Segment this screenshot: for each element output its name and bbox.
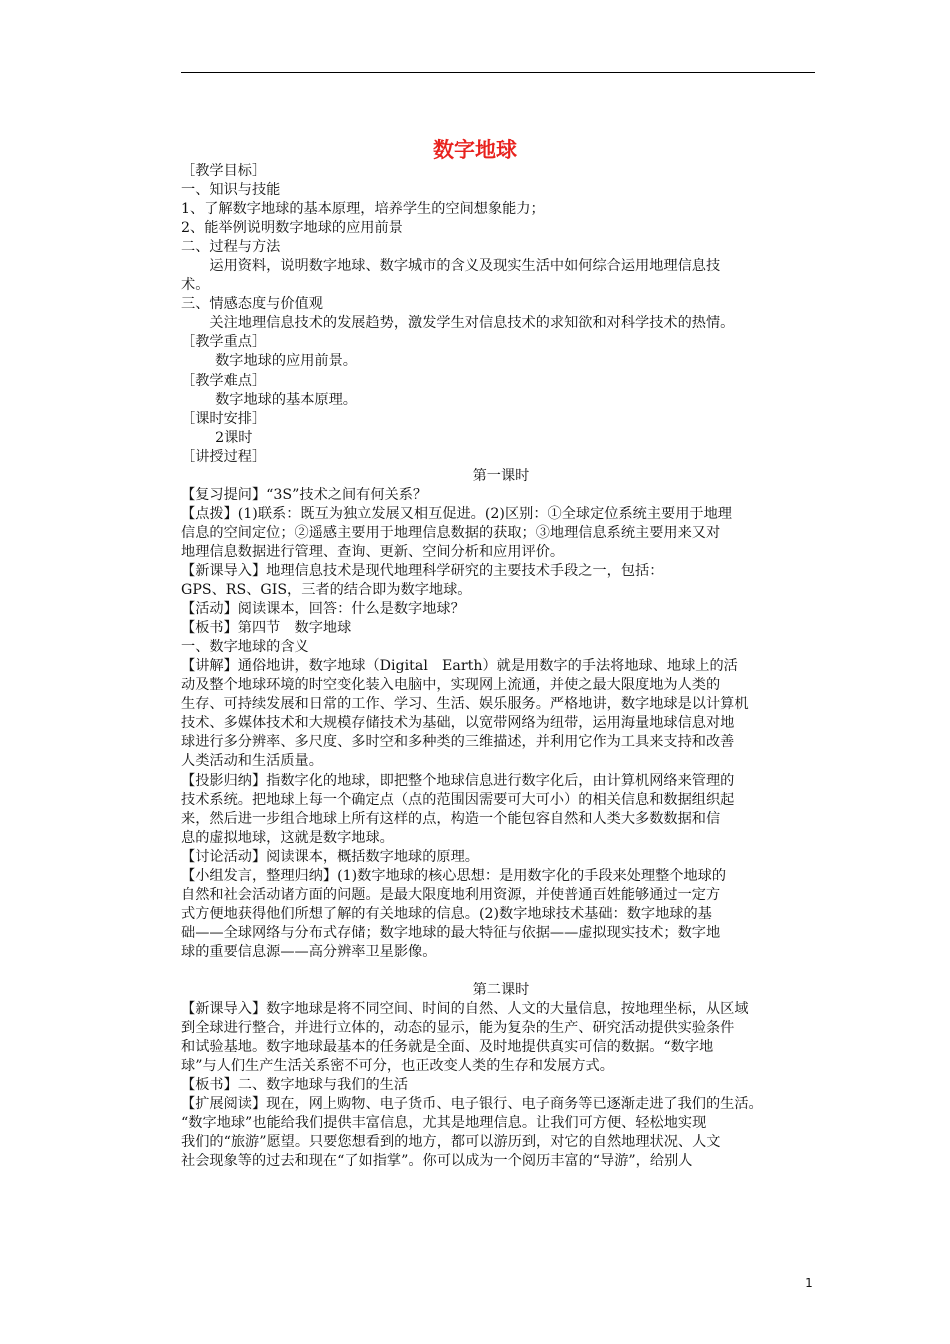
- page-number: 1: [805, 1276, 813, 1290]
- document-body: [181, 162, 821, 1171]
- body-line: 和试验基地。数字地球最基本的任务就是全面、及时地提供真实可信的数据。“数字地: [181, 1039, 714, 1056]
- body-line: 【投影归纳】指数字化的地球，即把整个地球信息进行数字化后，由计算机网络来管理的: [181, 772, 735, 789]
- section-heading: 第一课时: [472, 467, 530, 484]
- body-line: 【活动】阅读课本，回答：什么是数字地球？: [181, 601, 465, 618]
- body-line: 术。: [181, 277, 210, 294]
- body-line: 生存、可持续发展和日常的工作、学习、生活、娱乐服务。严格地讲，数字地球是以计算机: [181, 696, 749, 713]
- body-line: 【讨论活动】阅读课本，概括数字地球的原理。: [181, 848, 479, 865]
- section-heading: 第二课时: [472, 982, 530, 999]
- body-line: 球的重要信息源——高分辨率卫星影像。: [181, 943, 437, 960]
- body-line: 数字地球的应用前景。: [215, 353, 357, 370]
- body-line: GPS、RS、GIS，三者的结合即为数字地球。: [181, 582, 472, 599]
- body-line: 技术、多媒体技术和大规模存储技术为基础，以宽带网络为纽带，运用海量地球信息对地: [181, 715, 735, 732]
- body-line: ［教学目标］: [181, 163, 267, 179]
- body-line: 运用资料，说明数字地球、数字城市的含义及现实生活中如何综合运用地理信息技: [209, 258, 721, 275]
- body-line: 【扩展阅读】现在，网上购物、电子货币、电子银行、电子商务等已逐渐走进了我们的生活。: [181, 1096, 763, 1113]
- body-line: ［教学难点］: [181, 372, 267, 389]
- body-line: 信息的空间定位；②遥感主要用于地理信息数据的获取；③地理信息系统主要用来又对: [181, 524, 721, 541]
- body-line: 2、能举例说明数字地球的应用前景: [181, 220, 403, 237]
- body-line: 社会现象等的过去和现在“了如指掌”。你可以成为一个阅历丰富的“导游”，给别人: [181, 1153, 693, 1170]
- body-line: “数字地球”也能给我们提供丰富信息，尤其是地理信息。让我们可方便、轻松地实现: [181, 1115, 707, 1132]
- body-line: 到全球进行整合，并进行立体的，动态的显示，能为复杂的生产、研究活动提供实验条件: [181, 1020, 735, 1037]
- body-line: 【小组发言，整理归纳】(1)数字地球的核心思想：是用数字化的手段来处理整个地球的: [181, 867, 727, 884]
- header-rule: [181, 72, 815, 73]
- body-line: 息的虚拟地球，这就是数字地球。: [181, 829, 394, 846]
- body-line: 关注地理信息技术的发展趋势，激发学生对信息技术的求知欲和对科学技术的热情。: [209, 315, 735, 332]
- body-line: 一、知识与技能: [181, 182, 281, 199]
- body-line: ［讲授过程］: [181, 448, 267, 465]
- body-line: 球”与人们生产生活关系密不可分，也正改变人类的生存和发展方式。: [181, 1058, 614, 1075]
- body-line: 2课时: [215, 429, 253, 446]
- body-line: 一、数字地球的含义: [181, 639, 309, 656]
- body-line: 自然和社会活动诸方面的问题。是最大限度地利用资源，并使普通百姓能够通过一定方: [181, 886, 721, 903]
- document-title: 数字地球: [433, 138, 517, 162]
- body-line: 【新课导入】地理信息技术是现代地理科学研究的主要技术手段之一，包括：: [181, 562, 664, 579]
- blank-line: [181, 962, 821, 981]
- body-line: 础——全球网络与分布式存储；数字地球的最大特征与依据——虚拟现实技术；数字地: [181, 924, 721, 941]
- body-line: 来，然后进一步组合地球上所有这样的点，构造一个能包容自然和人类大多数数据和信: [181, 810, 721, 827]
- body-line: 二、过程与方法: [181, 239, 281, 256]
- body-line: 【新课导入】数字地球是将不同空间、时间的自然、人文的大量信息，按地理坐标，从区域: [181, 1001, 749, 1018]
- body-line: 我们的“旅游”愿望。只要您想看到的地方，都可以游历到，对它的自然地理状况、人文: [181, 1134, 721, 1151]
- body-line: 地理信息数据进行管理、查询、更新、空间分析和应用评价。: [181, 543, 565, 560]
- body-line: 数字地球的基本原理。: [215, 391, 357, 408]
- body-line: 【讲解】通俗地讲，数字地球（Digital Earth）就是用数字的手法将地球、地球上的活: [181, 658, 738, 675]
- body-line: 式方便地获得他们所想了解的有关地球的信息。(2)数字地球技术基础：数字地球的基: [181, 905, 712, 922]
- body-line: 【板书】第四节 数字地球: [181, 620, 352, 637]
- body-line: 动及整个地球环境的时空变化装入电脑中，实现网上流通，并使之最大限度地为人类的: [181, 677, 721, 694]
- body-line: 球进行多分辨率、多尺度、多时空和多种类的三维描述，并利用它作为工具来支持和改善: [181, 734, 735, 751]
- body-line: 【板书】二、数字地球与我们的生活: [181, 1077, 409, 1094]
- body-line: 人类活动和生活质量。: [181, 753, 323, 770]
- body-line: ［教学重点］: [181, 334, 267, 351]
- body-line: ［课时安排］: [181, 410, 267, 427]
- body-line: 技术系统。把地球上每一个确定点（点的范围因需要可大可小）的相关信息和数据组织起: [181, 791, 735, 808]
- body-line: 1、了解数字地球的基本原理，培养学生的空间想象能力；: [181, 201, 545, 218]
- body-line: 【点拨】(1)联系：既互为独立发展又相互促进。(2)区别：①全球定位系统主要用于地理: [181, 505, 732, 522]
- body-line: 【复习提问】“3S”技术之间有何关系？: [181, 486, 428, 503]
- body-line: 三、情感态度与价值观: [181, 296, 323, 313]
